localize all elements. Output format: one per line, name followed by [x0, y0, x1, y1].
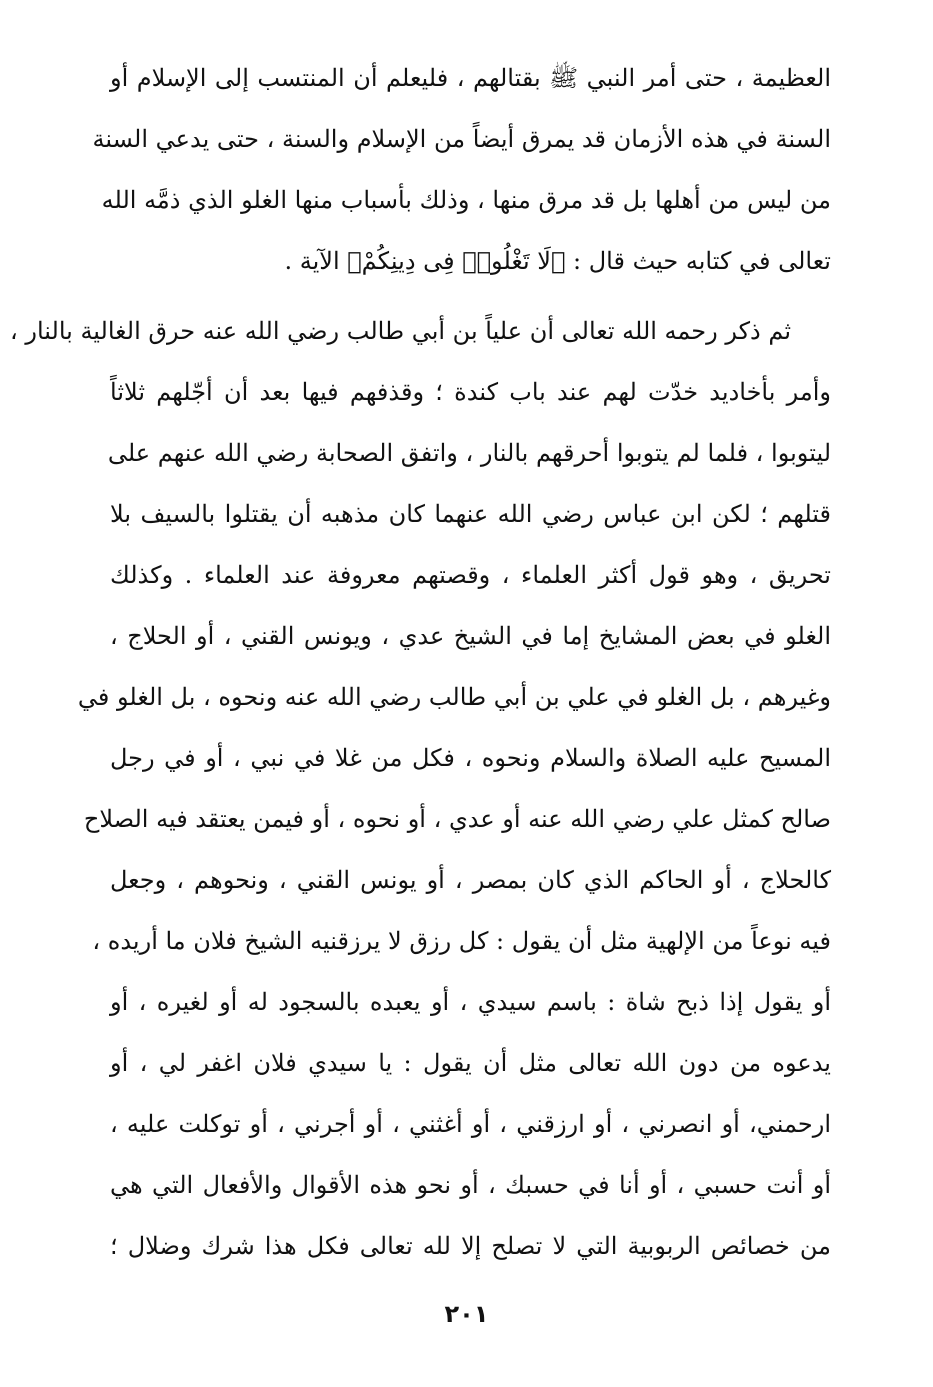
text-line: من ليس من أهلها بل قد مرق منها ، وذلك بأسباب منها الغلو الذي ذمَّه الله: [101, 186, 831, 214]
paragraph-1: [92, 48, 831, 292]
text-line: الغلو في بعض المشايخ إما في الشيخ عدي ، ويونس القني ، أو الحلاج ،: [110, 622, 831, 650]
text-line: أو يقول إذا ذبح شاة : باسم سيدي ، أو يعبده بالسجود له أو لغيره ، أو: [110, 988, 831, 1016]
text-line: يدعوه من دون الله تعالى مثل أن يقول : يا سيدي فلان اغفر لي ، أو: [110, 1049, 831, 1077]
text-line: قتلهم ؛ لكن ابن عباس رضي الله عنهما كان مذهبه أن يقتلوا بالسيف بلا: [110, 500, 831, 528]
text-line: السنة في هذه الأزمان قد يمرق أيضاً من الإسلام والسنة ، حتى يدعي السنة: [92, 125, 831, 153]
text-line: ليتوبوا ، فلما لم يتوبوا أحرقهم بالنار ، واتفق الصحابة رضي الله عنهم على: [107, 439, 831, 467]
text-line: العظيمة ، حتى أمر النبي ﷺ بقتالهم ، فليعلم أن المنتسب إلى الإسلام أو: [110, 64, 831, 92]
text-line: ارحمني، أو انصرني ، أو ارزقني ، أو أغثني ، أو أجرني ، أو توكلت عليه ،: [110, 1110, 831, 1138]
page-number: ٢٠١: [444, 1300, 489, 1328]
text-line: كالحلاج ، أو الحاكم الذي كان بمصر ، أو يونس القني ، ونحوهم ، وجعل: [110, 866, 831, 894]
text-line: وأمر بأخاديد خدّت لهم عند باب كندة ؛ وقذفهم فيها بعد أن أجّلهم ثلاثاً: [110, 378, 831, 406]
text-line: من خصائص الربوبية التي لا تصلح إلا لله تعالى فكل هذا شرك وضلال ؛: [110, 1232, 831, 1260]
text-line: صالح كمثل علي رضي الله عنه أو عدي ، أو نحوه ، أو فيمن يعتقد فيه الصلاح: [83, 805, 831, 833]
text-line: تحريق ، وهو قول أكثر العلماء ، وقصتهم معروفة عند العلماء . وكذلك: [110, 561, 831, 589]
text-line: تعالى في كتابه حيث قال : ﴿لَا تَغْلُوا۟ فِى دِينِكُمْ﴾ الآية .: [284, 247, 831, 275]
text-line: ثم ذكر رحمه الله تعالى أن علياً بن أبي طالب رضي الله عنه حرق الغالية بالنار ،: [9, 317, 791, 345]
text-line: أو أنت حسبي ، أو أنا في حسبك ، أو نحو هذه الأقوال والأفعال التي هي: [110, 1171, 831, 1199]
paragraph-spacer: [110, 292, 831, 301]
text-line: وغيرهم ، بل الغلو في علي بن أبي طالب رضي الله عنه ونحوه ، بل الغلو في: [77, 683, 831, 711]
body-text: [9, 48, 831, 1277]
paragraph-2: [9, 301, 831, 1277]
text-line: المسيح عليه الصلاة والسلام ونحوه ، فكل من غلا في نبي ، أو في رجل: [110, 744, 831, 772]
text-line: فيه نوعاً من الإلهية مثل أن يقول : كل رزق لا يرزقنيه الشيخ فلان ما أريده ،: [92, 927, 831, 955]
